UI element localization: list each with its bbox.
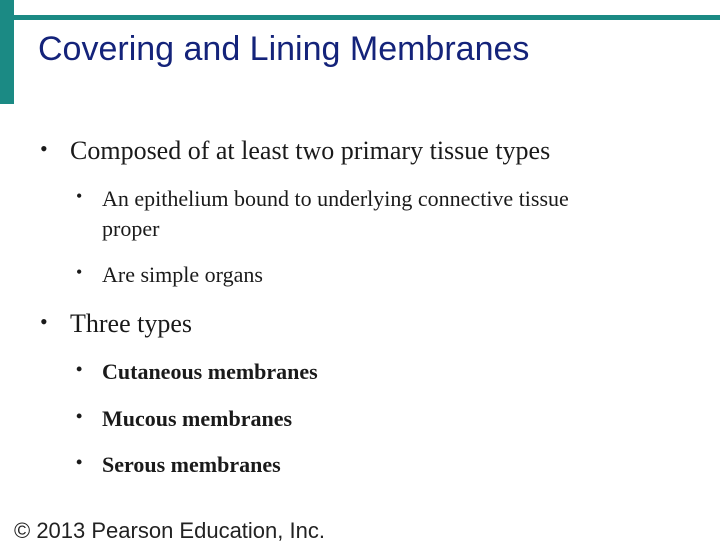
- bullet-three-types: [40, 309, 193, 339]
- slide-title: Covering and Lining Membranes: [38, 30, 530, 68]
- bullet-epithelium: [76, 186, 569, 212]
- bullet-icon: •: [40, 309, 48, 334]
- bullet-text: Mucous membranes: [102, 406, 293, 431]
- bullet-simple-organs: [76, 262, 263, 288]
- bullet-text: Cutaneous membranes: [102, 359, 318, 384]
- bullet-epithelium-continued: [102, 216, 159, 242]
- bullet-text: Composed of at least two primary tissue types: [70, 136, 551, 165]
- bullet-icon: •: [76, 359, 83, 379]
- bullet-text-line1: An epithelium bound to underlying connective tissue: [102, 186, 569, 211]
- bullet-icon: •: [76, 406, 83, 426]
- bullet-serous: [76, 452, 281, 478]
- bullet-cutaneous: [76, 359, 318, 385]
- bullet-icon: •: [76, 262, 83, 282]
- bullet-icon: •: [76, 186, 83, 206]
- bullet-icon: •: [76, 452, 83, 472]
- bullet-text: Serous membranes: [102, 452, 281, 477]
- bullet-mucous: [76, 406, 293, 432]
- bullet-composed: [40, 136, 551, 166]
- bullet-text: Three types: [70, 309, 193, 338]
- bullet-text: Are simple organs: [102, 262, 263, 287]
- bullet-icon: •: [40, 136, 48, 161]
- copyright-footer: © 2013 Pearson Education, Inc.: [14, 518, 325, 543]
- bullet-text-line2: proper: [102, 216, 160, 241]
